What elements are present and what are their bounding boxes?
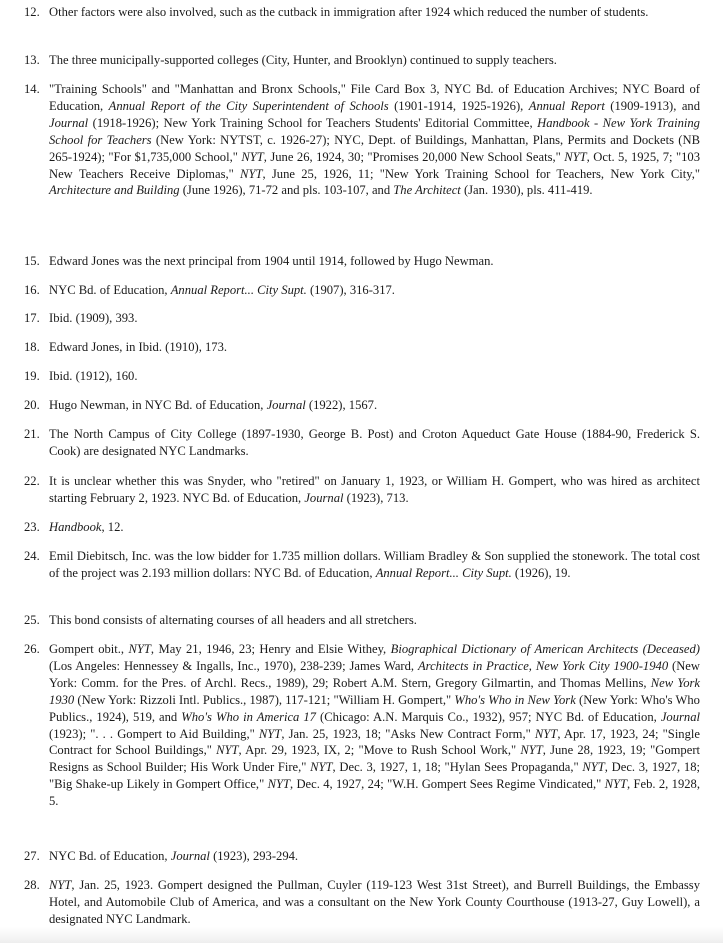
text-run: (1901-1914, 1925-1926), <box>388 98 529 113</box>
text-run: , 12. <box>101 520 124 534</box>
italic-title: NYT <box>310 760 333 775</box>
italic-title: Biographical Dictionary of American Architects (Deceased) <box>390 642 701 656</box>
text-run: , June 25, 1926, 11; "New York Training School for Teachers, New York City," <box>262 166 701 181</box>
italic-title: Architecture and Building <box>49 183 180 198</box>
note-number: 21. <box>24 427 40 441</box>
text-run: (Los Angeles: Hennessey & Ingalls, Inc., 1970), 238-239; James Ward, <box>49 658 418 673</box>
text-run: , Apr. 29, 1923, IX, 2; "Move to Rush School Work," <box>238 743 521 758</box>
note-text <box>49 426 700 460</box>
endnote-23 <box>24 519 700 536</box>
note-text <box>49 519 700 536</box>
note-number: 19. <box>24 369 40 383</box>
italic-title: New York 1930 <box>49 675 700 707</box>
text-run: , Jan. 25, 1923. Gompert designed the Pullman, Cuyler (119-123 West 31st Street), and Burrell Buildings, the Embassy Hotel, and Automobile Club of America, and was a consultant on the New York County Courthouse (1913-27, Guy Lowell), a designated NYC Landmark. <box>49 878 700 926</box>
text-run: , Dec. 3, 1927, 1, 18; "Hylan Sees Propaganda," <box>332 760 583 775</box>
text-run: (June 1926), 71-72 and pls. 103-107, and <box>179 183 394 198</box>
text-run: The North Campus of City College (1897-1930, George B. Post) and Croton Aqueduct Gate House (1884-90, Frederick S. Cook) are designated NYC Landmarks. <box>49 427 700 458</box>
note-number: 24. <box>24 549 40 563</box>
note-number: 26. <box>24 642 40 656</box>
note-text <box>49 877 700 928</box>
endnote-26 <box>24 641 700 810</box>
note-number: 23. <box>24 520 40 534</box>
text-run: , May 21, 1946, 23; Henry and Elsie Withey, <box>150 642 391 656</box>
note-text <box>49 339 700 356</box>
text-run: , June 28, 1923, 19; "Gompert Resigns as School Builder; His Work Under Fire," <box>49 743 701 775</box>
italic-title: Journal <box>49 115 89 130</box>
note-number: 18. <box>24 340 40 354</box>
italic-title: Who's Who in New York <box>454 692 576 707</box>
text-run: (1923); ". . . Gompert to Aid Building," <box>49 726 259 741</box>
italic-title: Annual Report of the City Superintendent of Schools <box>108 98 389 113</box>
text-run: (1922), 1567. <box>305 398 378 412</box>
text-run: Ibid. (1912), 160. <box>49 369 138 383</box>
italic-title: Journal <box>170 849 210 863</box>
text-run: (New York: Rizzoli Intl. Publics., 1987), 117-121; "William H. Gompert," <box>74 692 455 707</box>
italic-title: NYT <box>241 149 264 164</box>
note-number: 25. <box>24 613 40 627</box>
note-number: 22. <box>24 474 40 488</box>
text-run: (Jan. 1930), pls. 411-419. <box>460 183 593 198</box>
text-run: "Training Schools" and "Manhattan and Bronx Schools," File Card Box 3, NYC Bd. of Education Archives; NYC Board of Education, <box>49 82 700 113</box>
note-text <box>49 310 700 327</box>
text-run: (1918-1926); New York Training School for Teachers Students' Editorial Committee, <box>88 115 538 130</box>
text-run: (1909-1913), and <box>604 98 700 113</box>
italic-title: Who's Who in America 17 <box>181 709 316 724</box>
italic-title: Journal <box>304 490 344 505</box>
note-number: 27. <box>24 849 40 863</box>
note-number: 20. <box>24 398 40 412</box>
italic-title: NYT <box>582 760 605 775</box>
endnote-17 <box>24 310 700 327</box>
text-run: NYC Bd. of Education, <box>49 849 171 863</box>
italic-title: NYT <box>240 166 263 181</box>
text-run: NYC Bd. of Education, <box>49 283 171 297</box>
text-run: (New York: Comm. for the Pres. of Archl. Recs., 1989), 29; Robert A.M. Stern, Gregory Gilmartin, and Thomas Mellins, <box>49 658 700 690</box>
italic-title: NYT <box>267 777 290 792</box>
text-run: , Oct. 5, 1925, 7; "103 New Teachers Receive Diplomas," <box>49 149 700 181</box>
italic-title: NYT <box>520 743 543 758</box>
italic-title: NYT <box>604 777 628 792</box>
note-text <box>49 368 700 385</box>
italic-title: Journal <box>660 709 700 724</box>
note-text <box>49 52 700 69</box>
endnote-18 <box>24 339 700 356</box>
endnote-14 <box>24 81 700 199</box>
text-run: , Apr. 17, 1923, 24; "Single Contract for School Buildings," <box>49 726 700 758</box>
text-run: , Dec. 4, 1927, 24; "W.H. Gompert Sees Regime Vindicated," <box>289 777 605 792</box>
text-run: , June 26, 1924, 30; "Promises 20,000 New School Seats," <box>263 149 565 164</box>
text-run: , Dec. 3, 1927, 18; "Big Shake-up Likely in Gompert Office," <box>49 760 700 792</box>
italic-title: Annual Report... City Supt. <box>375 565 512 580</box>
text-run: (New York: Who's Who Publics., 1924), 519, and <box>49 692 700 724</box>
note-text <box>49 282 700 299</box>
note-text <box>49 848 700 865</box>
endnote-25 <box>24 612 700 629</box>
italic-title: Annual Report... City Supt. <box>170 283 307 297</box>
text-run: , Jan. 25, 1923, 18; "Asks New Contract Form," <box>281 726 535 741</box>
note-number: 17. <box>24 311 40 325</box>
endnote-12 <box>24 4 700 21</box>
note-text <box>49 612 700 629</box>
italic-title: Architects in Practice, New York City 1900-1940 <box>417 658 669 673</box>
note-text <box>49 548 700 582</box>
text-run: The three municipally-supported colleges (City, Hunter, and Brooklyn) continued to supply teachers. <box>49 53 557 67</box>
note-text <box>49 81 700 199</box>
text-run: , Feb. 2, 1928, 5. <box>49 777 700 809</box>
text-run: Hugo Newman, in NYC Bd. of Education, <box>49 398 267 412</box>
endnote-20 <box>24 397 700 414</box>
endnote-27 <box>24 848 700 865</box>
endnote-22 <box>24 473 700 507</box>
note-text <box>49 473 700 507</box>
italic-title: Journal <box>266 398 306 412</box>
italic-title: NYT <box>128 642 151 656</box>
note-number: 16. <box>24 283 40 297</box>
text-run: Edward Jones was the next principal from 1904 until 1914, followed by Hugo Newman. <box>49 254 494 268</box>
italic-title: Annual Report <box>528 98 605 113</box>
italic-title: NYT <box>564 149 587 164</box>
note-number: 12. <box>24 5 40 19</box>
text-run: (1926), 19. <box>511 565 571 580</box>
text-run: (Chicago: A.N. Marquis Co., 1932), 957; NYC Bd. of Education, <box>315 709 661 724</box>
italic-title: NYT <box>216 743 239 758</box>
italic-title: NYT <box>258 726 282 741</box>
endnote-16 <box>24 282 700 299</box>
endnote-21 <box>24 426 700 460</box>
endnote-28 <box>24 877 700 928</box>
text-run: (1923), 293-294. <box>209 849 299 863</box>
page-bottom-shadow <box>0 927 723 943</box>
endnote-13 <box>24 52 700 69</box>
italic-title: NYT <box>49 878 72 892</box>
endnote-24 <box>24 548 700 582</box>
italic-title: The Architect <box>393 183 461 198</box>
text-run: (1923), 713. <box>343 490 409 505</box>
note-text <box>49 397 700 414</box>
note-number: 28. <box>24 878 40 892</box>
note-number: 15. <box>24 254 40 268</box>
text-run: Ibid. (1909), 393. <box>49 311 138 325</box>
text-run: Edward Jones, in Ibid. (1910), 173. <box>49 340 228 354</box>
italic-title: NYT <box>534 726 558 741</box>
note-number: 13. <box>24 53 40 67</box>
text-run: (New York: NYTST, c. 1926-27); NYC, Dept. of Buildings, Manhattan, Plans, Permits and Dockets (NB 265-1924); "For $1,735,000 School," <box>49 132 700 164</box>
text-run: Other factors were also involved, such as the cutback in immigration after 1924 which reduced the number of students. <box>49 5 649 19</box>
text-run: It is unclear whether this was Snyder, who "retired" on January 1, 1923, or William H. Gompert, who was hired as architect starting February 2, 1923. NYC Bd. of Education, <box>49 474 700 505</box>
endnote-15 <box>24 253 700 270</box>
text-run: This bond consists of alternating courses of all headers and all stretchers. <box>49 613 417 627</box>
endnote-19 <box>24 368 700 385</box>
note-text <box>49 4 700 21</box>
note-number: 14. <box>24 82 40 96</box>
italic-title: Handbook <box>49 520 102 534</box>
text-run: Gompert obit., <box>49 642 129 656</box>
text-run: Emil Diebitsch, Inc. was the low bidder for 1.735 million dollars. William Bradley & Son supplied the stonework. The total cost of the project was 2.193 million dollars: NYC Bd. of Education, <box>49 549 700 580</box>
note-text <box>49 253 700 270</box>
text-run: (1907), 316-317. <box>306 283 395 297</box>
note-text <box>49 641 700 810</box>
italic-title: Handbook - New York Training School for Teachers <box>49 115 700 147</box>
